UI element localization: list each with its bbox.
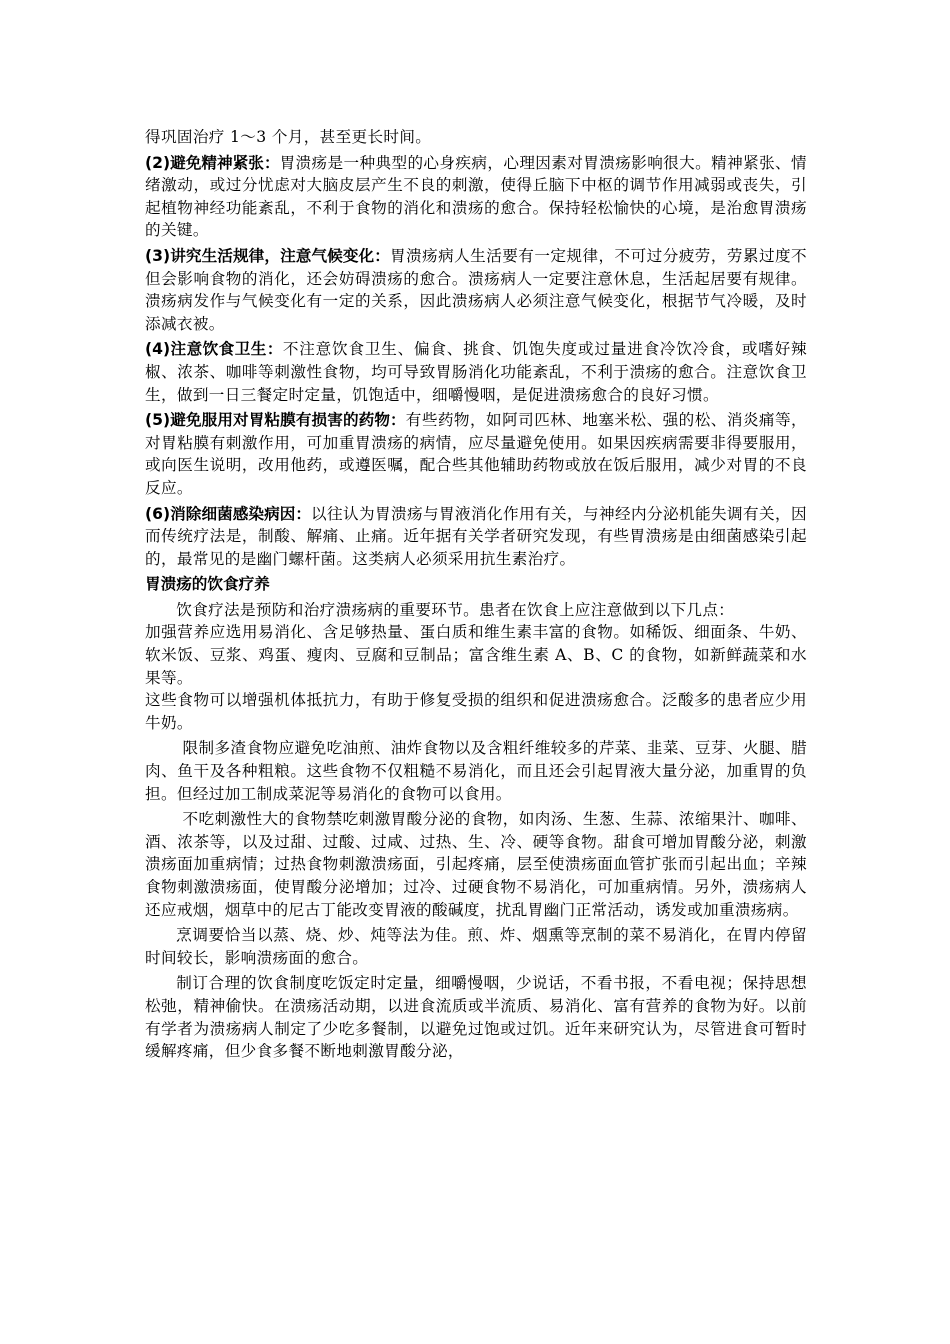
paragraph-avoid-drugs <box>145 409 807 499</box>
paragraph-bacterial-infection <box>145 503 807 571</box>
paragraph-resistance: 这些食物可以增强机体抵抗力，有助于修复受损的组织和促进溃疡愈合。泛酸多的患者应少用牛奶。 <box>145 691 807 732</box>
paragraph-continuation: 得巩固治疗 1～3 个月，甚至更长时间。 <box>145 128 432 146</box>
section-text-avoid-drugs: 有些药物，如阿司匹林、地塞米松、强的松、消炎痛等，对胃粘膜有刺激作用，可加重胃溃疡的病情，应尽量避免使用。如果因疾病需要非得要服用，或向医生说明，改用他药，或遵医嘱，配合些其他辅助药物或放在饭后服用，减少对胃的不良反应。 <box>145 411 807 497</box>
paragraph-nutrition: 加强营养应选用易消化、含足够热量、蛋白质和维生素丰富的食物。如稀饭、细面条、牛奶、软米饭、豆浆、鸡蛋、瘦肉、豆腐和豆制品；富含维生素 A、B、C 的食物，如新鲜蔬菜和水果等。 <box>145 623 807 687</box>
paragraph-life-regularity <box>145 245 807 335</box>
section-title-avoid-drugs: (5)避免服用对胃粘膜有损害的药物： <box>145 411 406 430</box>
section-title-life-regularity: (3)讲究生活规律，注意气候变化： <box>145 246 390 265</box>
paragraph-diet-intro: 饮食疗法是预防和治疗溃疡病的重要环节。患者在饮食上应注意做到以下几点： <box>176 600 735 619</box>
paragraph-no-irritants: 不吃刺激性大的食物禁吃刺激胃酸分泌的食物，如肉汤、生葱、生蒜、浓缩果汁、咖啡、酒、浓茶等，以及过甜、过酸、过咸、过热、生、冷、硬等食物。甜食可增加胃酸分泌，刺激溃疡面加重病情；过热食物刺激溃疡面，引起疼痛，层至使溃疡面血管扩张而引起出血；辛辣食物刺激溃疡面，使胃酸分泌增加；过冷、过硬食物不易消化，可加重病情。另外，溃疡病人还应戒烟，烟草中的尼古丁能改变胃液的酸碱度，扰乱胃幽门正常活动，诱发或加重溃疡病。 <box>145 810 807 919</box>
paragraph-diet-hygiene <box>145 338 807 406</box>
paragraph-meal-schedule: 制订合理的饮食制度吃饭定时定量，细嚼慢咽，少说话，不看书报，不看电视；保持思想松弛，精神偷快。在溃疡活动期，以进食流质或半流质、易消化、富有营养的食物为好。以前有学者为溃疡病人制定了少吃多餐制，以避免过饱或过饥。近年来研究认为，尽管进食可暂时缓解疼痛，但少食多餐不断地刺激胃酸分泌， <box>145 974 807 1061</box>
section-text-avoid-stress: 胃溃疡是一种典型的心身疾病，心理因素对胃溃疡影响很大。精神紧张、情绪激动，或过分忧虑对大脑皮层产生不良的刺激，使得丘脑下中枢的调节作用减弱或丧失，引起植物神经功能紊乱，不利于食物的消化和溃疡的愈合。保持轻松愉快的心境，是治愈胃溃疡的关键。 <box>145 153 807 240</box>
section-text-life-regularity: 胃溃疡病人生活要有一定规律，不可过分疲劳，劳累过度不但会影响食物的消化，还会妨碍溃疡的愈合。溃疡病人一定要注意休息，生活起居要有规律。溃疡病发作与气候变化有一定的关系，因此溃疡病人必须注意气候变化，根据节气冷暖，及时添减衣被。 <box>145 246 807 333</box>
paragraph-limit-residue: 限制多渣食物应避免吃油煎、油炸食物以及含粗纤维较多的芹菜、韭菜、豆芽、火腿、腊肉、鱼干及各种粗粮。这些食物不仅粗糙不易消化，而且还会引起胃液大量分泌，加重胃的负担。但经过加工制成菜泥等易消化的食物可以食用。 <box>145 739 807 803</box>
section-heading-diet-therapy: 胃溃疡的饮食疗养 <box>145 575 270 594</box>
document-page <box>145 126 807 1063</box>
section-text-diet-hygiene: 不注意饮食卫生、偏食、挑食、饥饱失度或过量进食冷饮冷食，或嗜好辣椒、浓茶、咖啡等刺激性食物，均可导致胃肠消化功能紊乱，不利于溃疡的愈合。注意饮食卫生，做到一日三餐定时定量，饥饱适中，细嚼慢咽，是促进溃疡愈合的良好习惯。 <box>145 340 807 404</box>
section-title-avoid-stress: (2)避免精神紧张： <box>145 153 280 172</box>
section-text-bacterial-infection: 以往认为胃溃疡与胃液消化作用有关，与神经内分泌机能失调有关，因而传统疗法是，制酸、解痛、止痛。近年据有关学者研究发现，有些胃溃疡是由细菌感染引起的，最常见的是幽门螺杆菌。这类病人必须采用抗生素治疗。 <box>145 504 807 568</box>
section-title-bacterial-infection: (6)消除细菌感染病因： <box>145 504 312 523</box>
paragraph-avoid-stress <box>145 152 807 242</box>
paragraph-cooking: 烹调要恰当以蒸、烧、炒、炖等法为佳。煎、炸、烟熏等烹制的菜不易消化，在胃内停留时间较长，影响溃疡面的愈合。 <box>145 926 807 967</box>
section-title-diet-hygiene: (4)注意饮食卫生： <box>145 340 283 359</box>
